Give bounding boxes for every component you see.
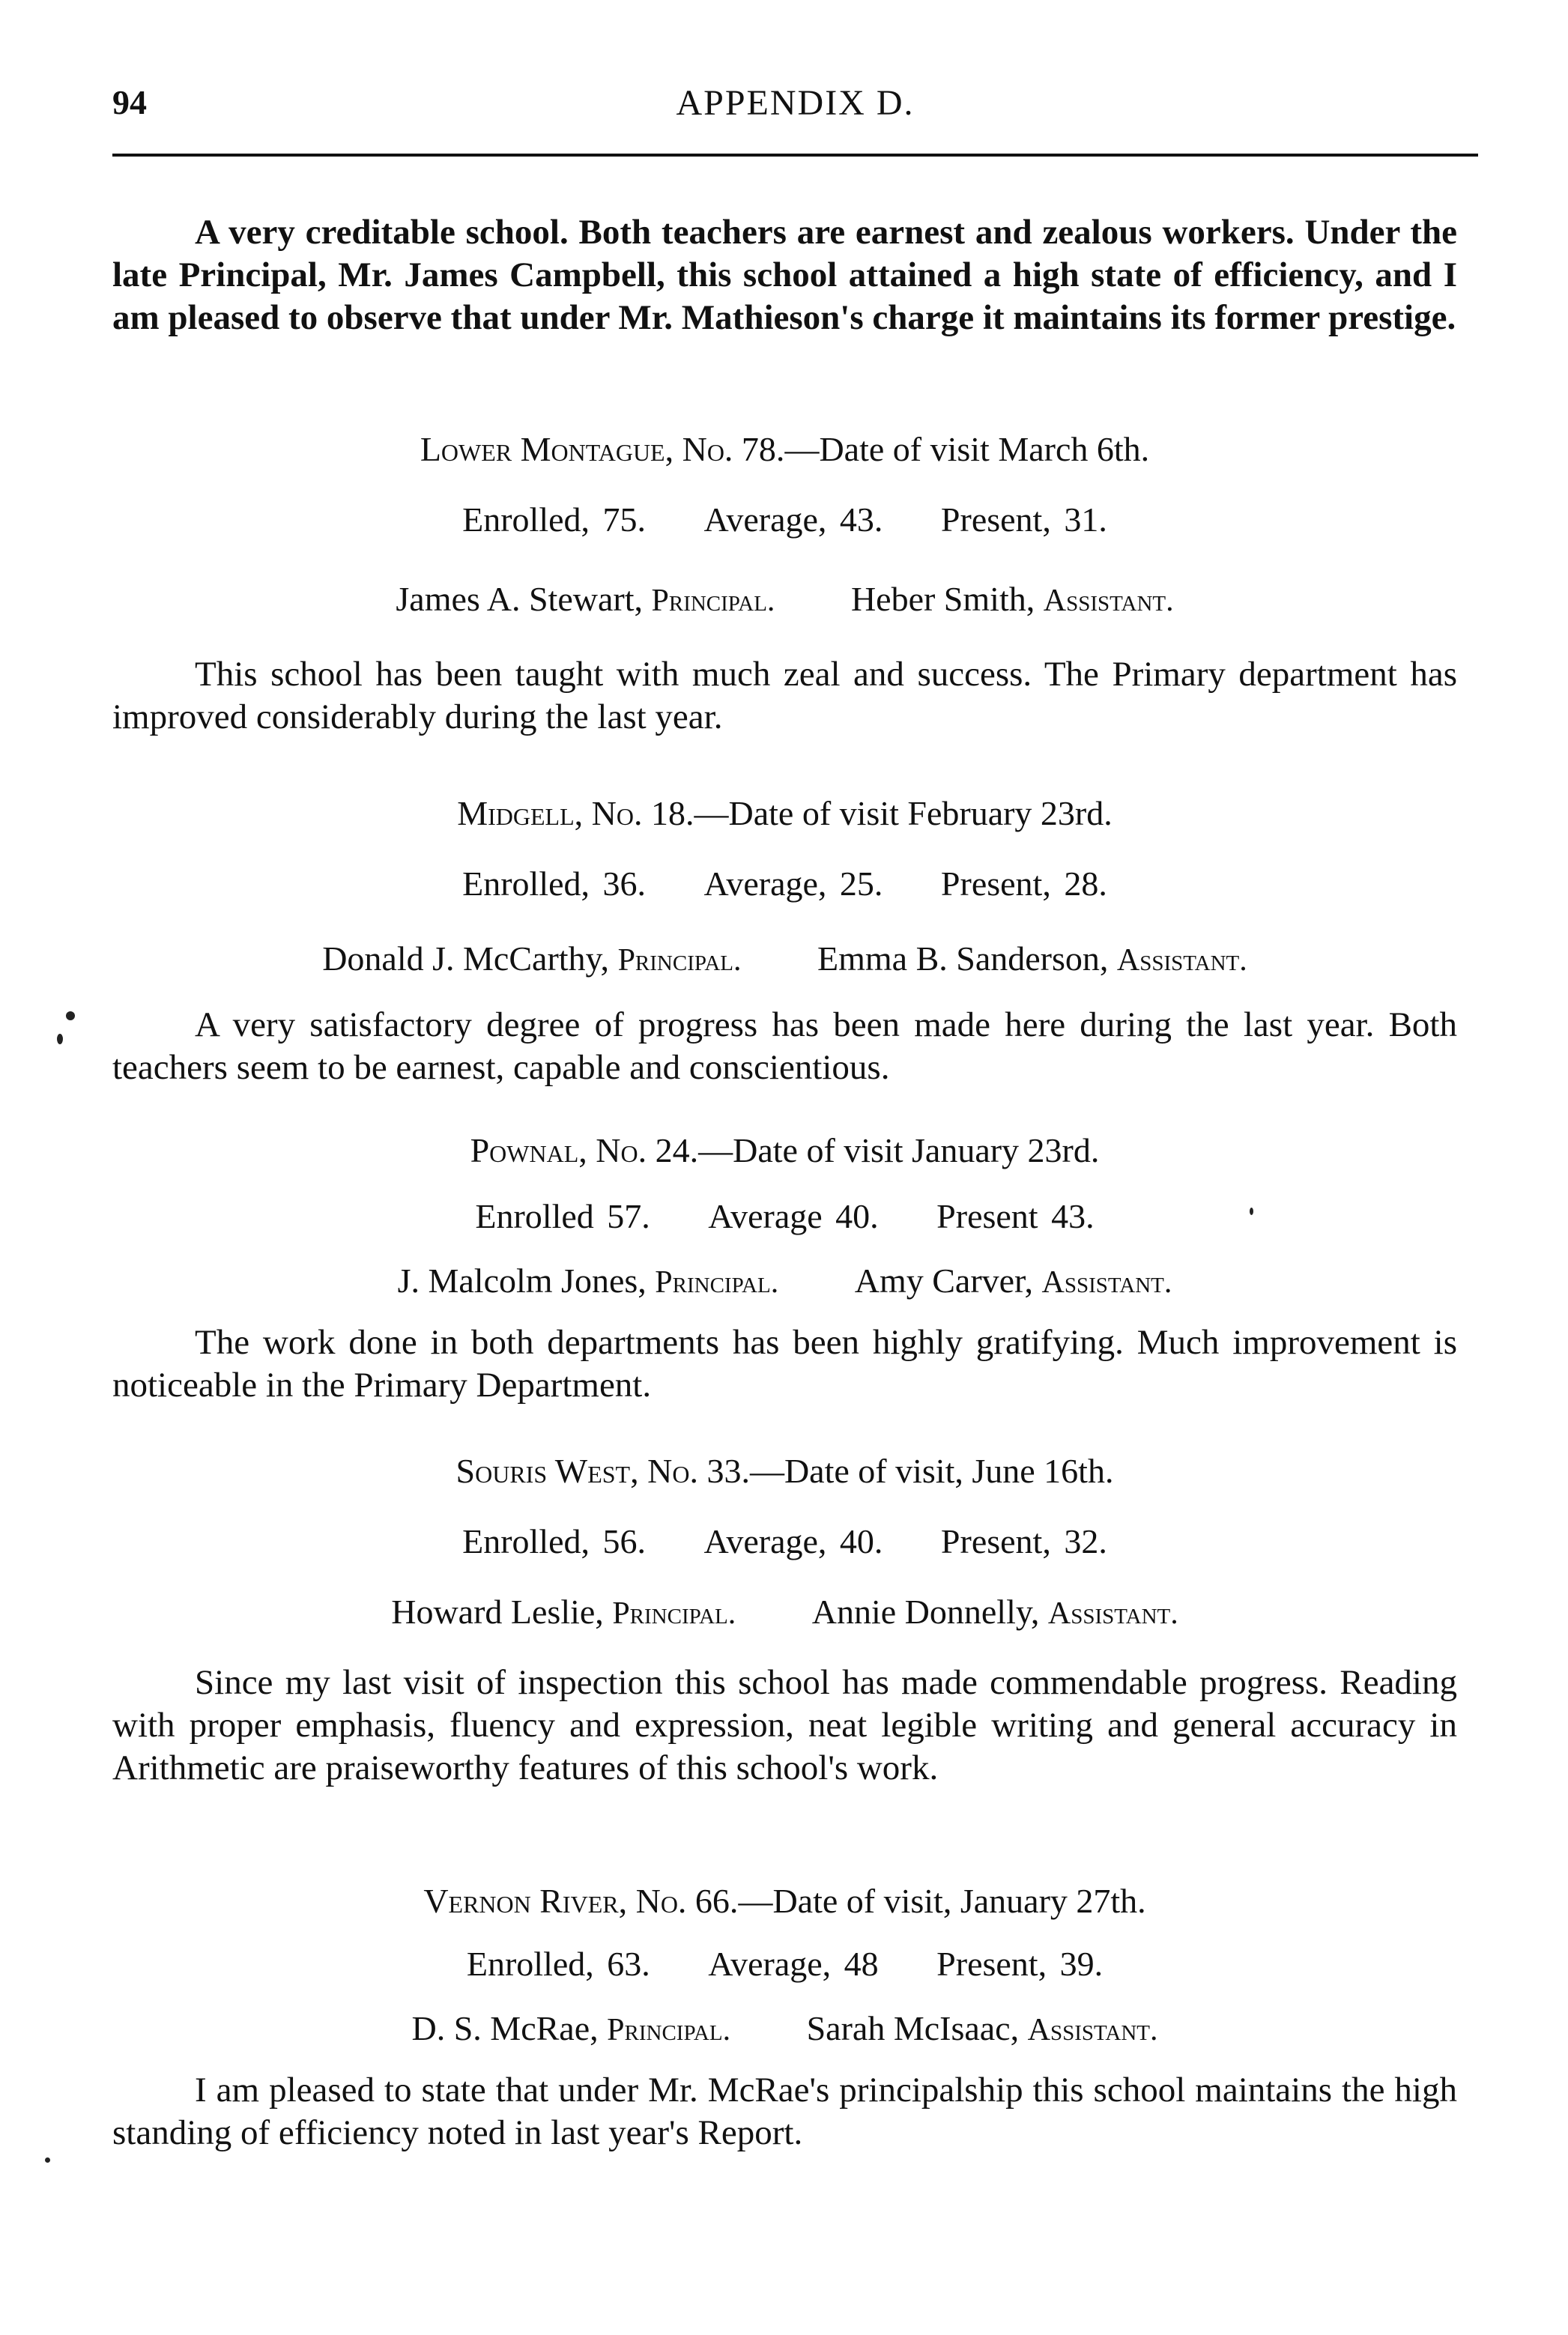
school-heading: Lower Montague, No. 78.—Date of visit March 6th. <box>420 430 1150 468</box>
average-count: Average, 43. <box>703 500 883 539</box>
intro-paragraph: A very creditable school. Both teachers are earnest and zealous workers. Under the late Principal, Mr. James Campbell, this school attained a high state of efficiency, and I am pleased to observe that under Mr. Mathieson's charge it maintains its former prestige. <box>112 213 1457 337</box>
average-count: Average, 25. <box>703 864 883 903</box>
running-title: APPENDIX D. <box>676 83 915 123</box>
attendance-stats <box>112 1521 1457 1563</box>
school-name: Pownal <box>470 1131 579 1169</box>
present-count: Present, 32. <box>940 1522 1107 1560</box>
staff-line <box>112 938 1457 981</box>
average-count: Average, 40. <box>703 1522 883 1560</box>
assistant-role: Assistant. <box>1116 943 1247 978</box>
enrolled-count: Enrolled, 36. <box>462 864 647 903</box>
enrolled-count: Enrolled, 56. <box>462 1522 647 1560</box>
scan-speck <box>1250 1208 1253 1215</box>
school-number: No. 18. <box>591 794 694 832</box>
visit-date: —Date of visit March 6th. <box>784 430 1150 468</box>
principal-name: Donald J. McCarthy, <box>322 939 610 978</box>
staff-line <box>112 2008 1457 2051</box>
enrolled-count: Enrolled, 75. <box>462 500 647 539</box>
school-remark: Since my last visit of inspection this school has made commendable progress. Reading with proper emphasis, fluency and expression, neat legible writing and general accuracy in Arithmetic are praiseworthy features of this school's work. <box>112 1663 1457 1787</box>
assistant-name: Amy Carver, <box>854 1262 1034 1300</box>
visit-date: —Date of visit February 23rd. <box>694 794 1113 832</box>
attendance-stats <box>112 499 1457 541</box>
attendance-stats <box>112 863 1457 905</box>
present-count: Present, 31. <box>940 500 1107 539</box>
staff-line <box>112 578 1457 622</box>
school-number: No. 24. <box>596 1131 699 1169</box>
assistant-name: Sarah McIsaac, <box>806 2009 1020 2047</box>
page-header <box>112 82 1478 135</box>
school-remark: The work done in both departments has been highly gratifying. Much improvement is noticeable in the Primary Department. <box>112 1323 1457 1405</box>
principal-role: Principal. <box>651 584 775 618</box>
school-heading: Pownal, No. 24.—Date of visit January 23rd. <box>470 1131 1100 1169</box>
header-rule <box>112 154 1478 157</box>
present-count: Present 43. <box>936 1197 1095 1235</box>
principal-role: Principal. <box>607 2013 731 2047</box>
assistant-name: Emma B. Sanderson, <box>817 939 1109 978</box>
school-heading: Souris West, No. 33.—Date of visit, June 16th. <box>455 1452 1114 1490</box>
assistant-role: Assistant. <box>1027 2013 1158 2047</box>
principal-name: Howard Leslie, <box>391 1593 604 1631</box>
principal-name: D. S. McRae, <box>411 2009 599 2047</box>
scan-speck <box>57 1034 63 1044</box>
school-name: Vernon River <box>423 1882 619 1920</box>
visit-date: —Date of visit January 23rd. <box>698 1131 1100 1169</box>
school-name: Souris West <box>455 1452 631 1490</box>
school-remark: I am pleased to state that under Mr. McRae's principalship this school maintains the high standing of efficiency noted in last year's Report. <box>112 2071 1457 2152</box>
principal-name: J. Malcolm Jones, <box>397 1262 647 1300</box>
scan-speck <box>66 1011 75 1020</box>
average-count: Average, 48 <box>708 1945 879 1983</box>
principal-name: James A. Stewart, <box>396 580 643 618</box>
visit-date: —Date of visit, January 27th. <box>738 1882 1146 1920</box>
staff-line <box>112 1260 1457 1303</box>
school-number: No. 33. <box>647 1452 750 1490</box>
page-number: 94 <box>112 83 147 121</box>
principal-role: Principal. <box>612 1596 736 1631</box>
school-name: Lower Montague <box>420 430 665 468</box>
visit-date: —Date of visit, June 16th. <box>749 1452 1114 1490</box>
school-remark: A very satisfactory degree of progress has been made here during the last year. Both teachers seem to be earnest, capable and conscientious. <box>112 1005 1457 1087</box>
average-count: Average 40. <box>708 1197 879 1235</box>
enrolled-count: Enrolled 57. <box>475 1197 650 1235</box>
school-heading: Vernon River, No. 66.—Date of visit, January 27th. <box>423 1882 1146 1920</box>
assistant-role: Assistant. <box>1041 1265 1172 1300</box>
principal-role: Principal. <box>617 943 742 978</box>
assistant-name: Annie Donnelly, <box>811 1593 1040 1631</box>
school-heading: Midgell, No. 18.—Date of visit February 23rd. <box>457 794 1113 832</box>
principal-role: Principal. <box>655 1265 779 1300</box>
scan-speck <box>45 2157 50 2163</box>
attendance-stats <box>112 1943 1457 1985</box>
school-number: No. 66. <box>635 1882 739 1920</box>
enrolled-count: Enrolled, 63. <box>466 1945 650 1983</box>
present-count: Present, 39. <box>936 1945 1104 1983</box>
assistant-role: Assistant. <box>1047 1596 1178 1631</box>
assistant-role: Assistant. <box>1043 584 1174 618</box>
school-name: Midgell <box>457 794 575 832</box>
attendance-stats <box>112 1196 1457 1238</box>
assistant-name: Heber Smith, <box>850 580 1035 618</box>
school-number: No. 78. <box>682 430 785 468</box>
school-remark: This school has been taught with much zeal and success. The Primary department has improved considerably during the last year. <box>112 655 1457 736</box>
present-count: Present, 28. <box>940 864 1107 903</box>
staff-line <box>112 1591 1457 1635</box>
